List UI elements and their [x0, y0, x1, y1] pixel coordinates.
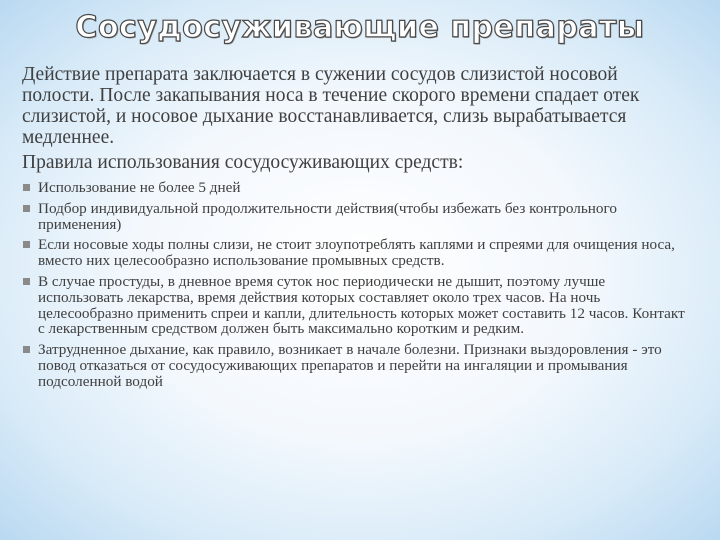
square-bullet-icon — [23, 241, 30, 248]
rule-text: В случае простуды, в дневное время суток нос периодически не дышит, поэтому лучше использовать лекарства, время действия которых составляет около трех часов. На ночь целесообразно применить спреи и капли, длительность которых может составить 12 часов. Контакт с лекарственным средством должен быть максимально коротким и редким. — [38, 272, 685, 338]
rule-item — [22, 237, 692, 269]
slide-content — [22, 64, 692, 395]
rules-list — [22, 180, 692, 390]
square-bullet-icon — [23, 278, 30, 285]
square-bullet-icon — [23, 346, 30, 353]
rule-item — [22, 180, 692, 196]
intro-paragraph: Действие препарата заключается в сужении сосудов слизистой носовой полости. После закапывания носа в течение скорого времени спадает отек слизистой, и носовое дыхание восстанавливается, слизь вырабатывается медленнее. — [22, 64, 640, 148]
rule-item — [22, 274, 692, 337]
square-bullet-icon — [23, 205, 30, 212]
rule-text: Использование не более 5 дней — [38, 179, 241, 196]
rule-item — [22, 342, 692, 389]
square-bullet-icon — [23, 184, 30, 191]
rule-item — [22, 201, 692, 233]
rule-text: Затрудненное дыхание, как правило, возникает в начале болезни. Признаки выздоровления - это повод отказаться от сосудосуживающих препаратов и перейти на ингаляции и промывания подсоленной водой — [38, 341, 662, 390]
rule-text: Подбор индивидуальной продолжительности действия(чтобы избежать без контрольного применения) — [38, 199, 617, 233]
rule-text: Если носовые ходы полны слизи, не стоит злоупотреблять каплями и спреями для очищения носа, вместо них целесообразно использование промывных средств. — [38, 236, 675, 270]
rules-heading: Правила использования сосудосуживающих средств: — [22, 152, 464, 173]
slide-title: Сосудосуживающие препараты — [75, 10, 645, 45]
